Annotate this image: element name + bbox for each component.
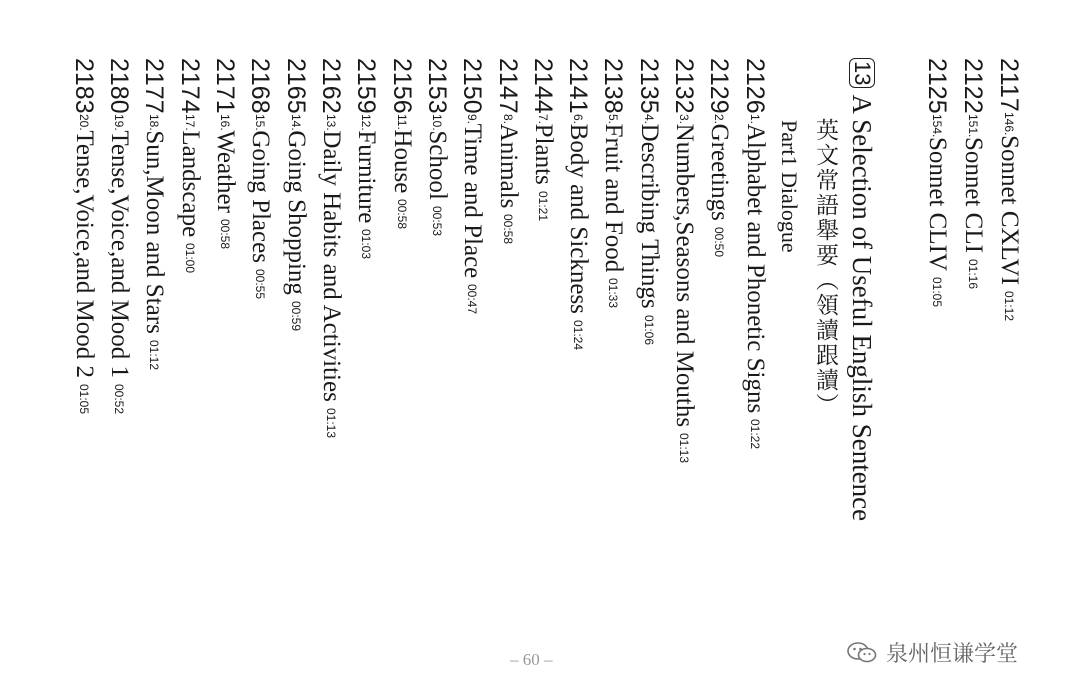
entry-title: Landscape	[177, 130, 204, 238]
entry-code: 2159	[352, 58, 380, 114]
entry-code: 2138	[599, 58, 627, 114]
entry-number: 154.	[930, 113, 944, 137]
toc-entry	[212, 58, 238, 249]
entry-title: Describing Things	[636, 123, 663, 309]
toc-entry	[960, 58, 986, 289]
entry-code: 2162	[317, 58, 345, 114]
toc-entry	[141, 58, 167, 370]
toc-entry	[247, 58, 273, 299]
toc-entry	[283, 58, 309, 331]
entry-number: 4.	[642, 113, 656, 124]
entry-duration: 01:00	[183, 243, 197, 274]
entry-title: Alphabet and Phonetic Signs	[742, 123, 769, 414]
part-heading: Part1 Dialogue	[777, 120, 802, 253]
entry-code: 2150	[458, 58, 486, 114]
entry-number: 19.	[112, 113, 126, 131]
entry-title: Time and Place	[459, 123, 486, 279]
entry-duration: 00:59	[289, 300, 303, 331]
entry-title: Plants	[530, 123, 557, 185]
entry-title: Tense,Voice,and Mood 1	[106, 130, 133, 379]
entry-code: 2183	[70, 58, 98, 114]
entry-number: 8.	[501, 113, 515, 124]
entry-number: 11.	[395, 113, 409, 130]
entry-number: 9.	[465, 113, 479, 124]
entry-title: Sonnet CLI	[960, 136, 987, 253]
entry-number: 17.	[183, 113, 197, 131]
entry-title: School	[424, 130, 451, 200]
entry-code: 2168	[246, 58, 274, 114]
entry-code: 2122	[959, 58, 987, 114]
entry-title: Going Places	[247, 130, 274, 263]
entry-code: 2144	[529, 58, 557, 114]
entry-number: 5.	[606, 113, 620, 124]
entry-number: 12.	[359, 113, 373, 131]
entry-number: 6.	[571, 113, 585, 124]
watermark-text: 泉州恒谦学堂	[886, 642, 1019, 667]
section-subtitle: 英文常語舉要（領讀跟讀）	[812, 118, 838, 418]
entry-duration: 01:24	[571, 319, 585, 350]
entry-number: 15.	[253, 113, 267, 131]
entry-title: Animals	[495, 123, 522, 209]
entry-duration: 00:55	[253, 268, 267, 299]
entry-duration: 00:52	[112, 384, 126, 415]
entry-number: 13.	[324, 113, 338, 131]
entry-code: 2141	[564, 58, 592, 114]
entry-number: 18.	[147, 113, 161, 131]
toc-entry	[106, 58, 132, 414]
entry-number: 146.	[1002, 111, 1016, 136]
entry-number: 7.	[536, 113, 550, 124]
entry-code: 2180	[105, 58, 133, 114]
entry-duration: 01:22	[748, 419, 762, 450]
entry-code: 2147	[494, 58, 522, 114]
entry-title: Sonnet CXLVI	[996, 135, 1023, 285]
section-title: A Selection of Useful English Sentence	[847, 94, 877, 522]
entry-duration: 01:05	[77, 384, 91, 415]
entry-code: 2125	[923, 58, 951, 114]
entry-title: Sun,Moon and Stars	[141, 130, 168, 334]
entry-duration: 01:33	[606, 278, 620, 309]
entry-code: 2132	[670, 58, 698, 114]
entry-title: Tense,Voice,and Mood 2	[71, 130, 98, 379]
entry-code: 2165	[282, 58, 310, 114]
toc-entry	[530, 58, 556, 221]
entry-code: 2177	[140, 58, 168, 114]
entry-duration: 00:53	[430, 205, 444, 236]
entry-number: 3.	[677, 113, 691, 124]
entry-number: 151.	[966, 113, 980, 137]
entry-code: 2126	[741, 58, 769, 114]
entry-duration: 00:58	[501, 214, 515, 245]
entry-title: Going Shopping	[283, 130, 310, 295]
entry-title: House	[389, 129, 416, 194]
entry-duration: 01:06	[642, 314, 656, 345]
toc-entry	[424, 58, 450, 236]
toc-entry	[706, 58, 732, 257]
entry-code: 2171	[211, 58, 239, 114]
entry-duration: 01:16	[966, 258, 980, 289]
entry-code: 2156	[388, 58, 416, 114]
entry-code: 2129	[705, 58, 733, 114]
entry-title: Sonnet CLIV	[924, 136, 951, 272]
page-number: – 60 –	[510, 650, 553, 669]
toc-entry	[177, 58, 203, 273]
toc-entry	[389, 58, 415, 229]
entry-duration: 01:21	[536, 190, 550, 221]
entry-duration: 00:58	[218, 218, 232, 249]
toc-entry	[996, 58, 1022, 321]
section-number-badge: 13	[849, 58, 875, 88]
entry-code: 2117	[995, 58, 1023, 112]
entry-number: 10.	[430, 113, 444, 131]
watermark	[846, 637, 1018, 668]
entry-number: 1.	[748, 113, 762, 124]
section-heading	[848, 58, 875, 521]
entry-duration: 01:13	[324, 407, 338, 438]
toc-entry	[353, 58, 379, 259]
entry-number: 2.	[712, 113, 726, 124]
entry-code: 2135	[635, 58, 663, 114]
toc-entry	[636, 58, 662, 345]
entry-title: Daily Habits and Activities	[318, 130, 345, 402]
toc-entry	[318, 58, 344, 438]
entry-duration: 00:47	[465, 284, 479, 315]
entry-duration: 01:13	[677, 433, 691, 464]
entry-duration: 01:12	[1002, 290, 1016, 321]
entry-title: Greetings	[706, 123, 733, 221]
entry-duration: 00:50	[712, 226, 726, 257]
toc-entry	[742, 58, 768, 449]
entry-duration: 00:58	[395, 199, 409, 230]
toc-entry	[600, 58, 626, 308]
entry-title: Furniture	[353, 130, 380, 224]
toc-entry	[565, 58, 591, 350]
entry-duration: 01:03	[359, 229, 373, 260]
toc-entry	[459, 58, 485, 314]
entry-code: 2174	[176, 58, 204, 114]
entry-duration: 01:12	[147, 339, 161, 370]
toc-entry	[495, 58, 521, 244]
entry-number: 14.	[289, 113, 303, 131]
wechat-icon	[846, 640, 878, 666]
toc-entry	[71, 58, 97, 414]
entry-title: Body and Sickness	[565, 123, 592, 314]
toc-entry	[924, 58, 950, 307]
entry-title: Fruit and Food	[600, 123, 627, 273]
entry-number: 16.	[218, 113, 232, 131]
entry-title: Numbers,Seasons and Mouths	[671, 123, 698, 428]
entry-number: 20.	[77, 113, 91, 131]
toc-entry	[671, 58, 697, 463]
entry-duration: 01:05	[930, 277, 944, 308]
entry-title: Weather	[212, 130, 239, 213]
entry-code: 2153	[423, 58, 451, 114]
